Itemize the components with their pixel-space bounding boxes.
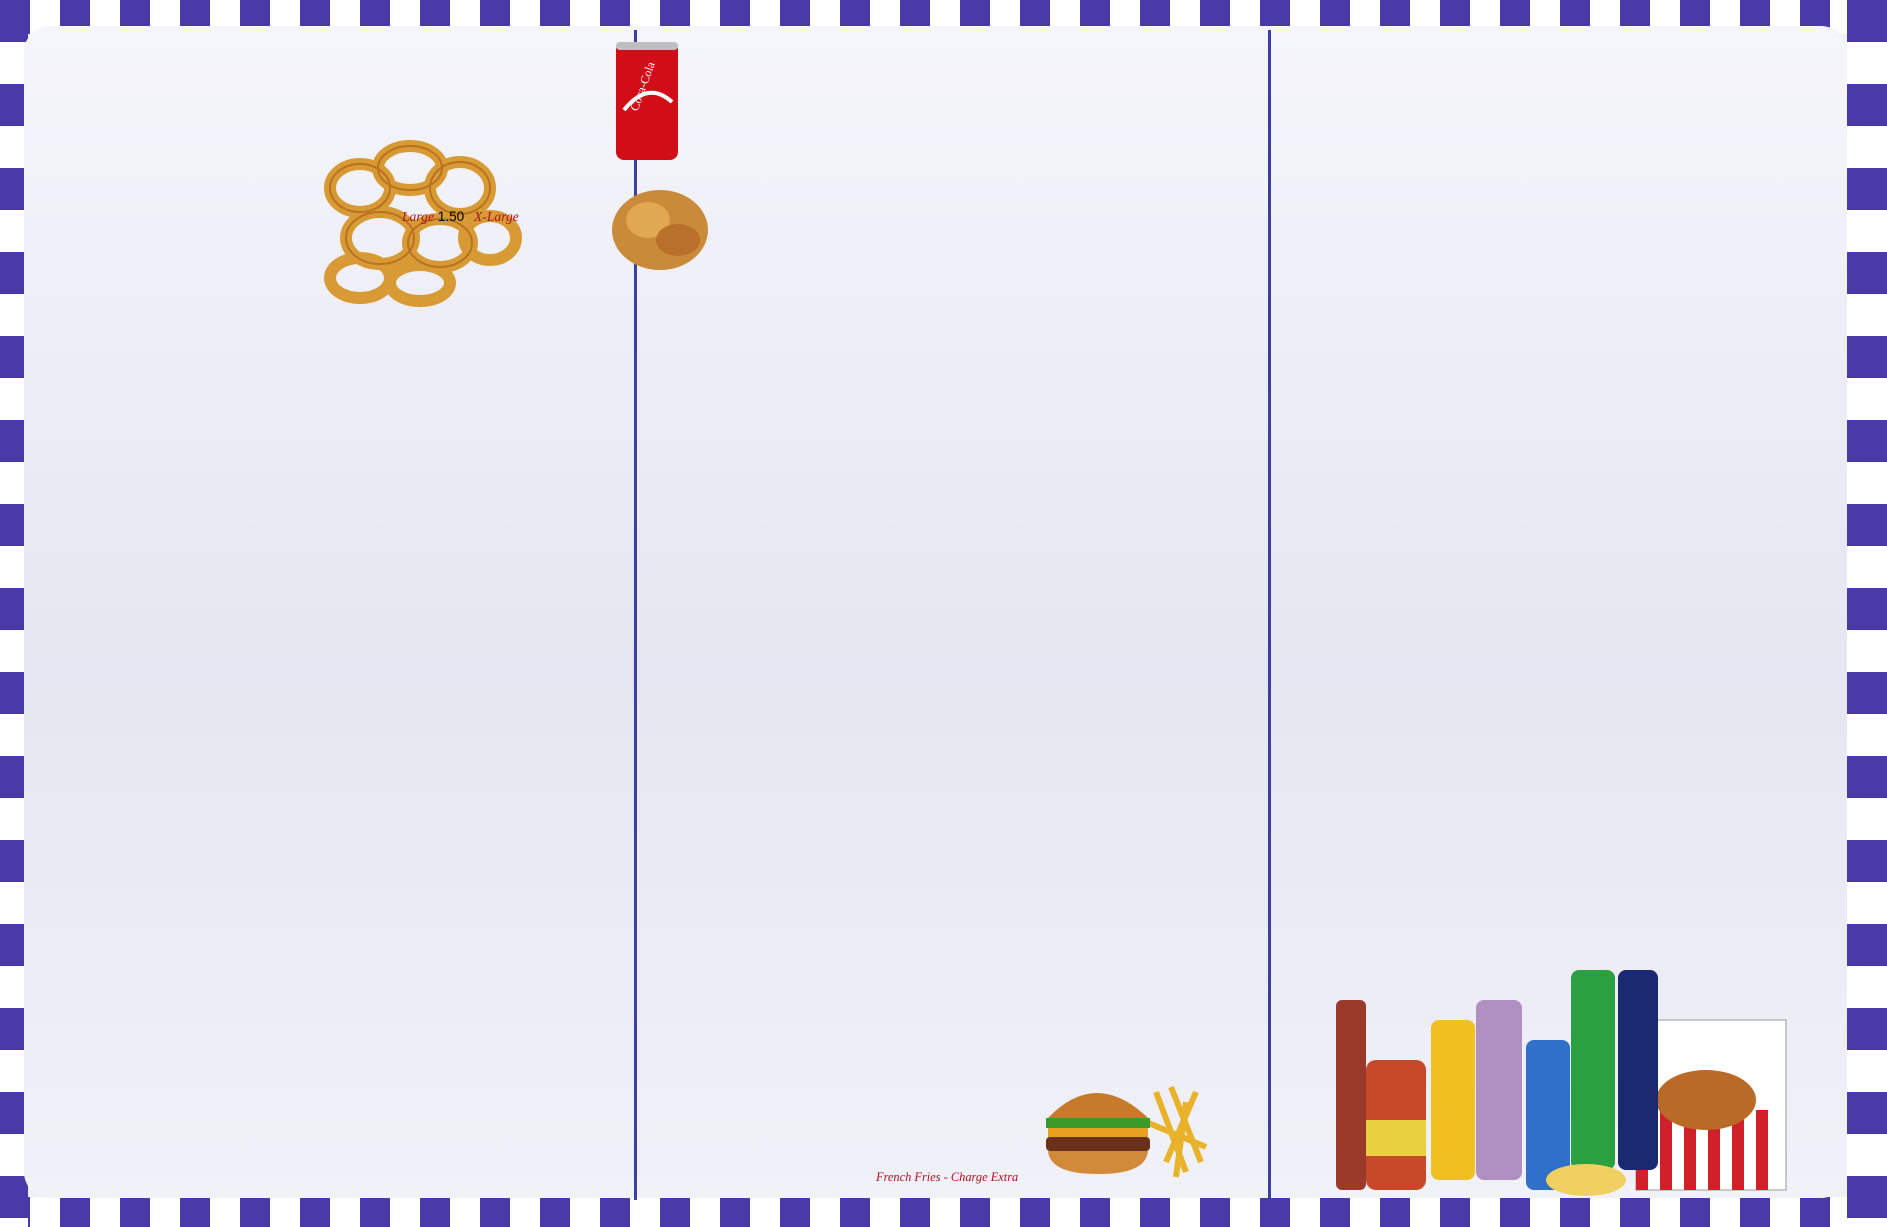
burgers-footnote: French Fries - Charge Extra	[876, 1170, 1019, 1184]
soda-can-and-chicken-image	[608, 40, 718, 280]
ring-size-prices	[402, 209, 519, 225]
xlarge-label: X-Large	[474, 209, 519, 224]
striped-border-bottom	[0, 1197, 1887, 1227]
large-price: 1.50	[437, 209, 465, 224]
beverages-and-meal-image	[1336, 960, 1806, 1198]
column-divider	[1268, 30, 1271, 1200]
large-label: Large	[402, 209, 434, 224]
striped-border-right	[1847, 0, 1887, 1227]
burger-and-fries-image	[1036, 1062, 1216, 1188]
svg-text:Coca-Cola: Coca-Cola	[627, 59, 658, 113]
